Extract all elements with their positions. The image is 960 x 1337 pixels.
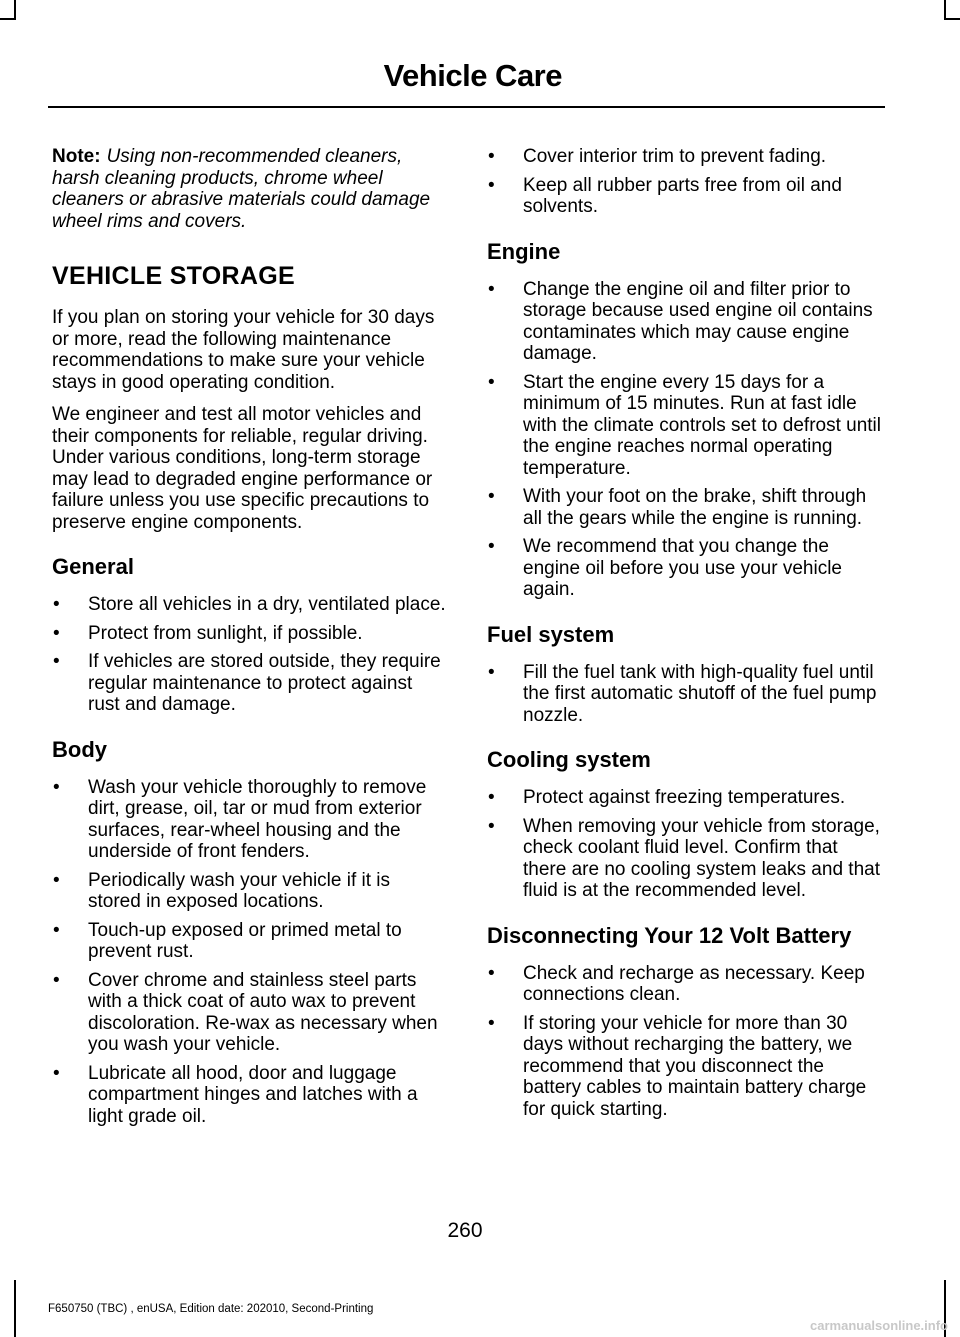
general-heading: General (52, 554, 134, 579)
list-item: • Change the engine oil and filter prior to storage because used engine oil contains contaminates which may cause engine damage. (487, 279, 882, 365)
body-list-continued (487, 146, 882, 218)
list-item: • We recommend that you change the engine oil before you use your vehicle again. (487, 536, 882, 601)
note (52, 146, 447, 232)
crop-mark (14, 0, 16, 20)
battery-list (487, 963, 882, 1121)
list-item: • If storing your vehicle for more than 30 days without recharging the battery, we recommend that you disconnect the battery cables to maintain battery charge for quick starting. (487, 1013, 882, 1121)
body-list (52, 777, 447, 1128)
list-item: • Protect against freezing temperatures. (487, 787, 882, 809)
intro-paragraph: If you plan on storing your vehicle for 30 days or more, read the following maintenance recommendations to make sure your vehicle stays in good operating condition. (52, 307, 435, 393)
crop-mark (0, 18, 16, 20)
fuel-list (487, 662, 882, 727)
list-item: • Protect from sunlight, if possible. (52, 623, 447, 645)
edition-footer: F650750 (TBC) , enUSA, Edition date: 202010, Second-Printing (48, 1303, 374, 1315)
list-item: • If vehicles are stored outside, they require regular maintenance to protect against rust and damage. (52, 651, 447, 716)
list-item: • Cover chrome and stainless steel parts with a thick coat of auto wax to prevent discoloration. Re-wax as necessary when you wash your vehicle. (52, 970, 447, 1056)
list-item: • Start the engine every 15 days for a minimum of 15 minutes. Run at fast idle with the climate controls set to defrost until the engine reaches normal operating temperature. (487, 372, 882, 480)
list-item: • Cover interior trim to prevent fading. (487, 146, 882, 168)
note-label: Note: (52, 146, 101, 167)
body-heading: Body (52, 736, 107, 762)
section-title: VEHICLE STORAGE (52, 262, 295, 290)
watermark: carmanualsonline.info (810, 1318, 948, 1333)
list-item: • Wash your vehicle thoroughly to remove dirt, grease, oil, tar or mud from exterior surfaces, rear-wheel housing and the underside of front fenders. (52, 777, 447, 863)
page-header-title: Vehicle Care (383, 58, 562, 93)
crop-mark (14, 1280, 16, 1337)
left-column (52, 146, 447, 1134)
list-item: • Store all vehicles in a dry, ventilated place. (52, 594, 447, 616)
fuel-heading: Fuel system (487, 621, 615, 647)
list-item: • Lubricate all hood, door and luggage compartment hinges and latches with a light grade oil. (52, 1063, 447, 1128)
note-text: Using non-recommended cleaners, harsh cleaning products, chrome wheel cleaners or abrasive materials could damage wheel rims and covers. (52, 146, 431, 232)
crop-mark (944, 18, 960, 20)
header-divider (48, 106, 885, 108)
list-item: • Keep all rubber parts free from oil and solvents. (487, 175, 882, 218)
cooling-list (487, 787, 882, 902)
list-item: • With your foot on the brake, shift through all the gears while the engine is running. (487, 486, 882, 529)
engine-heading: Engine (487, 238, 561, 264)
list-item: • Fill the fuel tank with high-quality fuel until the first automatic shutoff of the fuel pump nozzle. (487, 662, 882, 727)
right-column (487, 146, 882, 1127)
general-list (52, 594, 447, 716)
list-item: • Check and recharge as necessary. Keep connections clean. (487, 963, 882, 1006)
engine-list (487, 279, 882, 601)
list-item: • Touch-up exposed or primed metal to prevent rust. (52, 920, 447, 963)
precautions-paragraph: We engineer and test all motor vehicles and their components for reliable, regular driving. Under various conditions, long-term storage may lead to degraded engine performance or failure unless you use specific precautions to preserve engine components. (52, 404, 433, 533)
crop-mark (944, 0, 946, 20)
cooling-heading: Cooling system (487, 747, 651, 772)
list-item: • Periodically wash your vehicle if it is stored in exposed locations. (52, 870, 447, 913)
list-item: • When removing your vehicle from storage, check coolant fluid level. Confirm that there are no cooling system leaks and that fluid is at the recommended level. (487, 816, 882, 902)
battery-heading: Disconnecting Your 12 Volt Battery (487, 922, 852, 948)
page-number: 260 (447, 1219, 483, 1242)
